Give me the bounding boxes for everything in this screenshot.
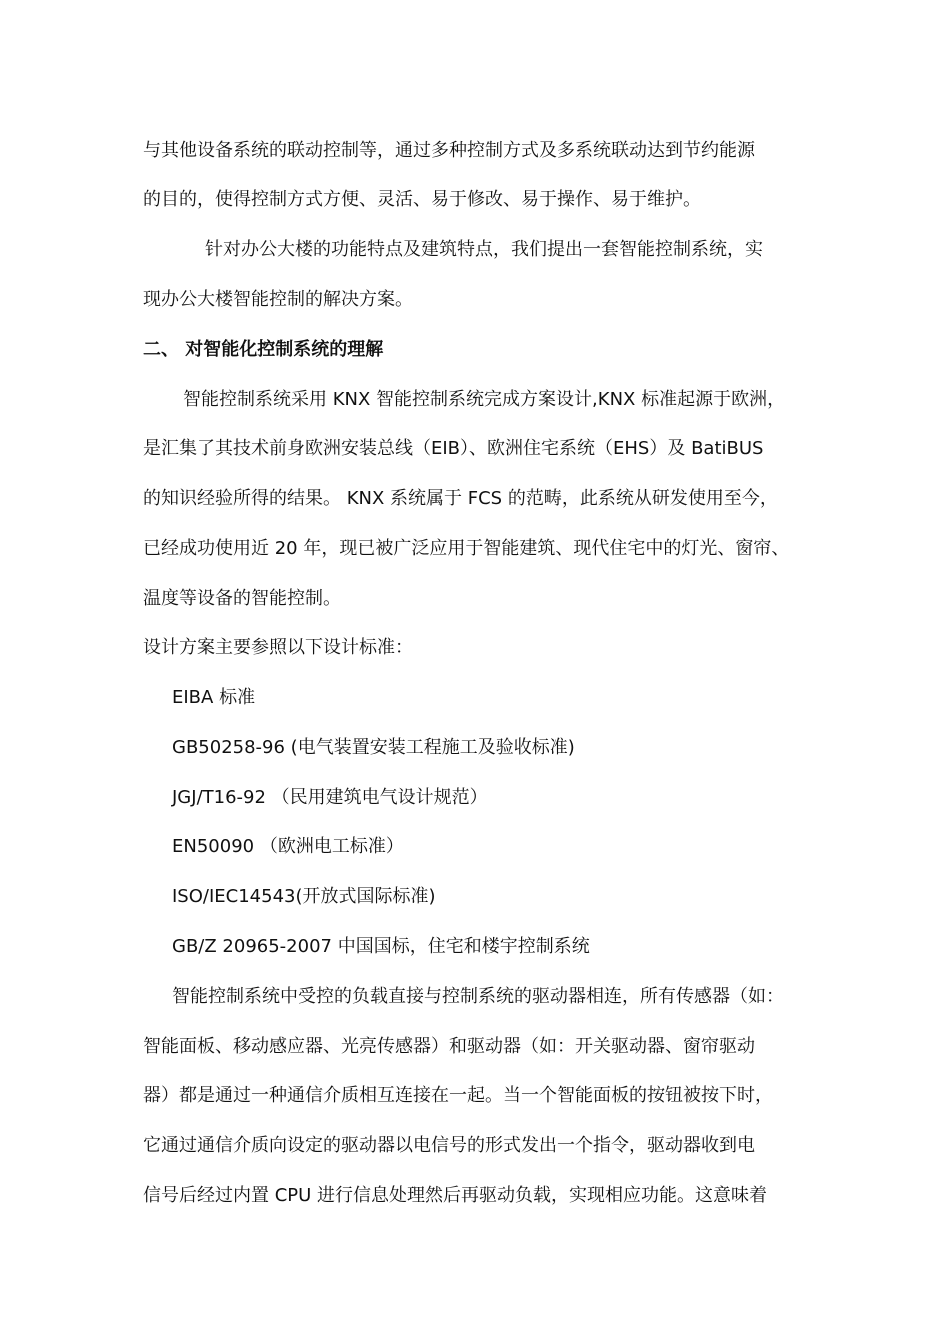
text-line: 的知识经验所得的结果。 KNX 系统属于 FCS 的范畴，此系统从研发使用至今，	[143, 488, 778, 509]
standard-item: GB/Z 20965-2007 中国国标，住宅和楼宇控制系统	[172, 936, 590, 957]
text-line: 信号后经过内置 CPU 进行信息处理然后再驱动负载，实现相应功能。这意味着	[143, 1185, 768, 1206]
text-line: 针对办公大楼的功能特点及建筑特点，我们提出一套智能控制系统，实	[205, 239, 763, 260]
standard-item: EIBA 标准	[172, 687, 256, 708]
text-line: 与其他设备系统的联动控制等，通过多种控制方式及多系统联动达到节约能源	[143, 140, 755, 161]
text-line: 设计方案主要参照以下设计标准：	[143, 637, 413, 658]
text-line: 器）都是通过一种通信介质相互连接在一起。当一个智能面板的按钮被按下时，	[143, 1085, 773, 1106]
standard-item: ISO/IEC14543(开放式国际标准)	[172, 886, 436, 907]
text-line: 的目的，使得控制方式方便、灵活、易于修改、易于操作、易于维护。	[143, 189, 701, 210]
standard-item: EN50090 （欧洲电工标准）	[172, 836, 404, 857]
standard-item: JGJ/T16-92 （民用建筑电气设计规范）	[172, 787, 488, 808]
text-line: 智能控制系统中受控的负载直接与控制系统的驱动器相连，所有传感器（如：	[172, 986, 784, 1007]
text-line: 温度等设备的智能控制。	[143, 588, 341, 609]
section-heading: 二、 对智能化控制系统的理解	[143, 339, 384, 360]
text-line: 是汇集了其技术前身欧洲安装总线（EIB）、欧洲住宅系统（EHS）及 BatiBUS	[143, 438, 764, 459]
standard-item: GB50258-96 (电气装置安装工程施工及验收标准)	[172, 737, 575, 758]
text-line: 智能面板、移动感应器、光亮传感器）和驱动器（如：开关驱动器、窗帘驱动	[143, 1036, 755, 1057]
text-line: 已经成功使用近 20 年，现已被广泛应用于智能建筑、现代住宅中的灯光、窗帘、	[143, 538, 790, 559]
text-line: 现办公大楼智能控制的解决方案。	[143, 289, 413, 310]
text-line: 智能控制系统采用 KNX 智能控制系统完成方案设计,KNX 标准起源于欧洲，	[183, 389, 786, 410]
text-line: 它通过通信介质向设定的驱动器以电信号的形式发出一个指令，驱动器收到电	[143, 1135, 755, 1156]
